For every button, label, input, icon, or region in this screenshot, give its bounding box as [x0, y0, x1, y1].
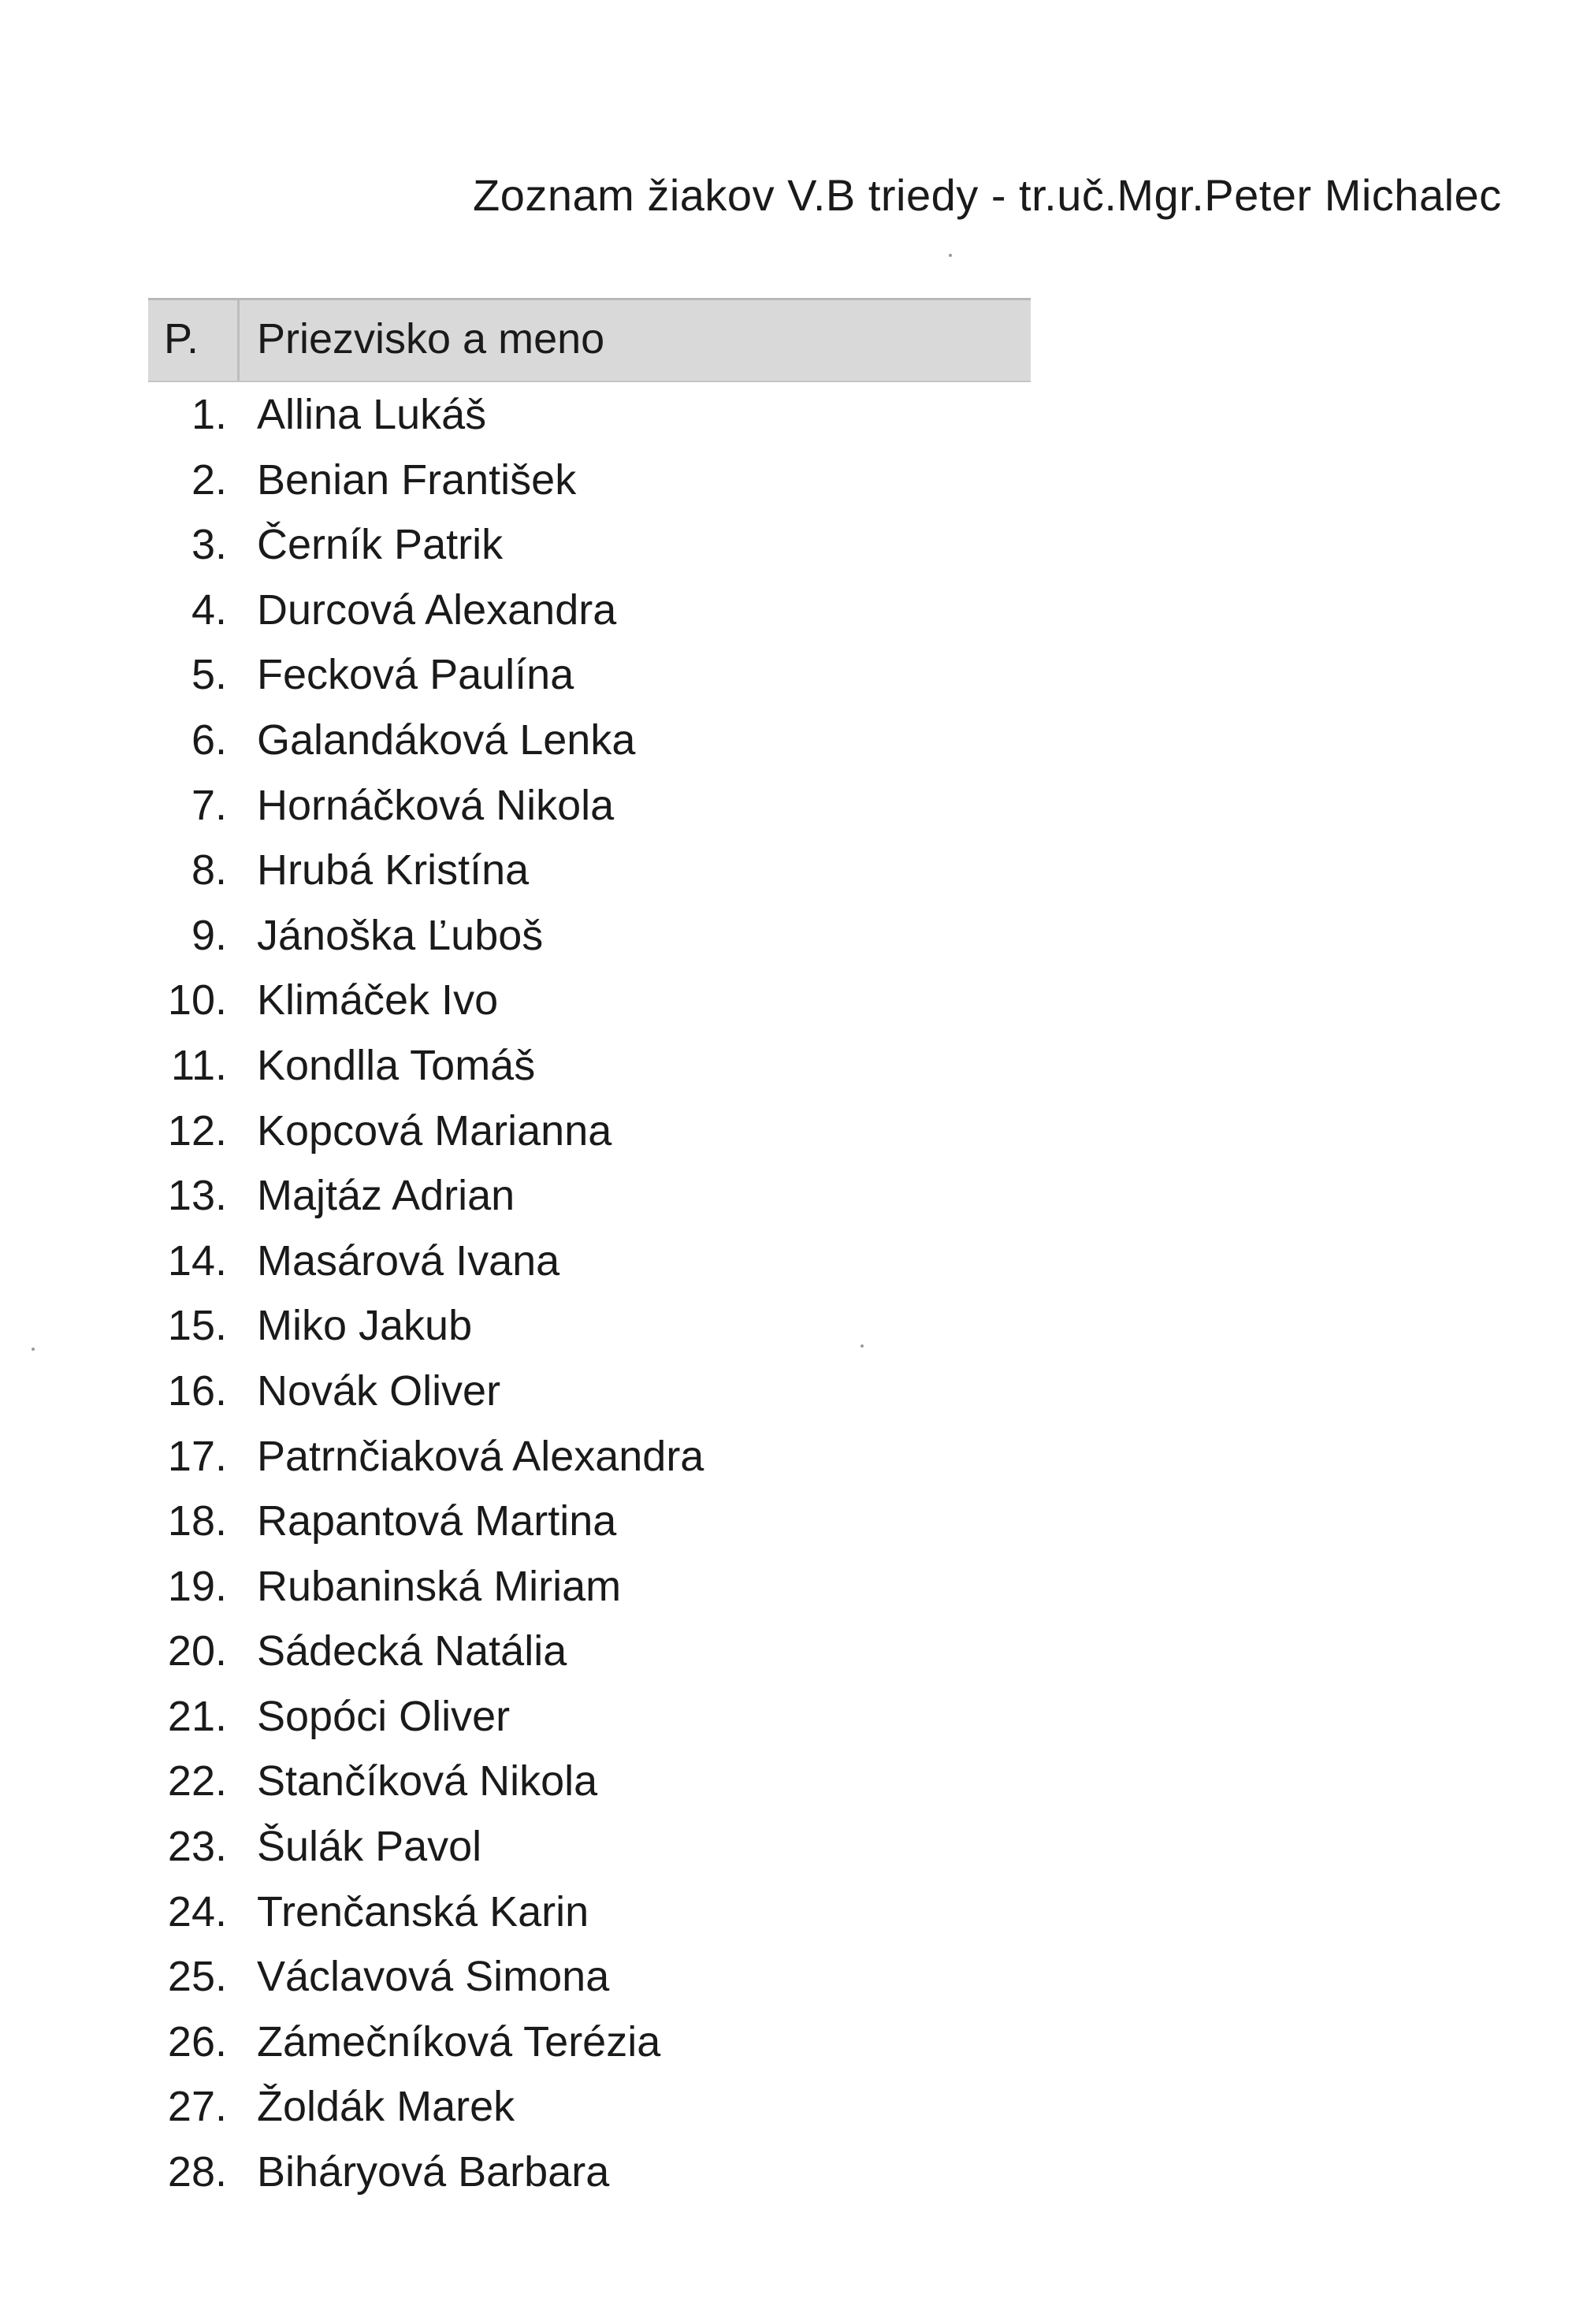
header-number: P.: [164, 315, 199, 363]
row-number: 18.: [167, 1497, 227, 1545]
row-number: 5.: [191, 651, 227, 699]
row-number: 6.: [191, 716, 227, 764]
row-number: 28.: [167, 2148, 227, 2196]
row-number: 27.: [167, 2083, 227, 2131]
scan-speck: [949, 254, 952, 257]
student-name: Benian František: [257, 456, 577, 504]
student-name: Hornáčková Nikola: [257, 781, 615, 829]
student-name: Sádecká Natália: [257, 1627, 567, 1675]
student-name: Klimáček Ivo: [257, 976, 499, 1024]
table-row: [148, 1619, 1031, 1684]
row-number: 15.: [167, 1302, 227, 1350]
table-row: [148, 1880, 1031, 1945]
table-row: [148, 773, 1031, 838]
scan-speck: [860, 1344, 864, 1348]
table-row: [148, 2074, 1031, 2140]
header-divider: [237, 300, 240, 381]
student-name: Novák Oliver: [257, 1367, 501, 1415]
table-row: [148, 1293, 1031, 1359]
student-name: Jánoška Ľuboš: [257, 911, 544, 959]
row-number: 13.: [167, 1172, 227, 1220]
row-number: 22.: [167, 1757, 227, 1805]
student-name: Hrubá Kristína: [257, 846, 530, 894]
student-name: Biháryová Barbara: [257, 2148, 610, 2196]
row-number: 14.: [167, 1236, 227, 1285]
student-name: Trenčanská Karin: [257, 1887, 589, 1935]
student-name: Černík Patrik: [257, 521, 504, 569]
student-name: Galandáková Lenka: [257, 716, 636, 764]
student-name: Allina Lukáš: [257, 391, 487, 438]
row-number: 19.: [167, 1562, 227, 1610]
student-name: Stančíková Nikola: [257, 1757, 598, 1805]
row-number: 20.: [167, 1627, 227, 1675]
table-row: [148, 578, 1031, 643]
row-number: 26.: [167, 2017, 227, 2066]
table-row: [148, 1749, 1031, 1814]
student-name: Zámečníková Terézia: [257, 2017, 661, 2066]
row-number: 25.: [167, 1953, 227, 2001]
row-number: 23.: [167, 1823, 227, 1871]
table-row: [148, 1359, 1031, 1424]
student-name: Václavová Simona: [257, 1953, 610, 2001]
student-table: [148, 298, 1031, 2205]
table-row: [148, 838, 1031, 903]
table-row: [148, 1944, 1031, 2010]
table-row: [148, 1424, 1031, 1489]
table-row: [148, 1229, 1031, 1294]
student-name: Fecková Paulína: [257, 651, 574, 699]
row-number: 24.: [167, 1887, 227, 1935]
student-name: Durcová Alexandra: [257, 586, 617, 634]
student-name: Kopcová Marianna: [257, 1106, 612, 1155]
table-row: [148, 642, 1031, 708]
table-body: [148, 382, 1031, 2205]
table-row: [148, 1099, 1031, 1164]
row-number: 10.: [167, 976, 227, 1024]
row-number: 16.: [167, 1367, 227, 1415]
table-row: [148, 2010, 1031, 2075]
row-number: 3.: [191, 521, 227, 569]
student-name: Kondlla Tomáš: [257, 1041, 536, 1089]
table-row: [148, 448, 1031, 513]
row-number: 12.: [167, 1106, 227, 1155]
student-name: Masárová Ivana: [257, 1236, 560, 1285]
table-row: [148, 1554, 1031, 1619]
header-name: Priezvisko a meno: [257, 315, 605, 363]
student-name: Sopóci Oliver: [257, 1692, 511, 1740]
table-row: [148, 708, 1031, 773]
table-row: [148, 2140, 1031, 2205]
page-title: Zoznam žiakov V.B triedy - tr.uč.Mgr.Peter Michalec: [473, 170, 1502, 220]
scan-speck: [32, 1348, 35, 1351]
row-number: 7.: [191, 781, 227, 829]
row-number: 21.: [167, 1692, 227, 1740]
table-row: [148, 968, 1031, 1033]
row-number: 1.: [191, 391, 227, 438]
table-row: [148, 1033, 1031, 1099]
table-row: [148, 382, 1031, 448]
table-row: [148, 1489, 1031, 1554]
table-row: [148, 1684, 1031, 1750]
student-name: Rubaninská Miriam: [257, 1562, 622, 1610]
row-number: 8.: [191, 846, 227, 894]
student-name: Miko Jakub: [257, 1302, 473, 1350]
row-number: 11.: [170, 1041, 227, 1089]
table-row: [148, 1163, 1031, 1229]
student-name: Majtáz Adrian: [257, 1172, 515, 1220]
student-name: Šulák Pavol: [257, 1823, 482, 1871]
row-number: 9.: [191, 911, 227, 959]
table-row: [148, 512, 1031, 578]
table-row: [148, 903, 1031, 969]
row-number: 4.: [191, 586, 227, 634]
table-row: [148, 1814, 1031, 1880]
student-name: Patrnčiaková Alexandra: [257, 1432, 704, 1480]
student-name: Rapantová Martina: [257, 1497, 617, 1545]
student-name: Žoldák Marek: [257, 2083, 515, 2131]
row-number: 2.: [191, 456, 227, 504]
table-header: [148, 298, 1031, 382]
row-number: 17.: [167, 1432, 227, 1480]
